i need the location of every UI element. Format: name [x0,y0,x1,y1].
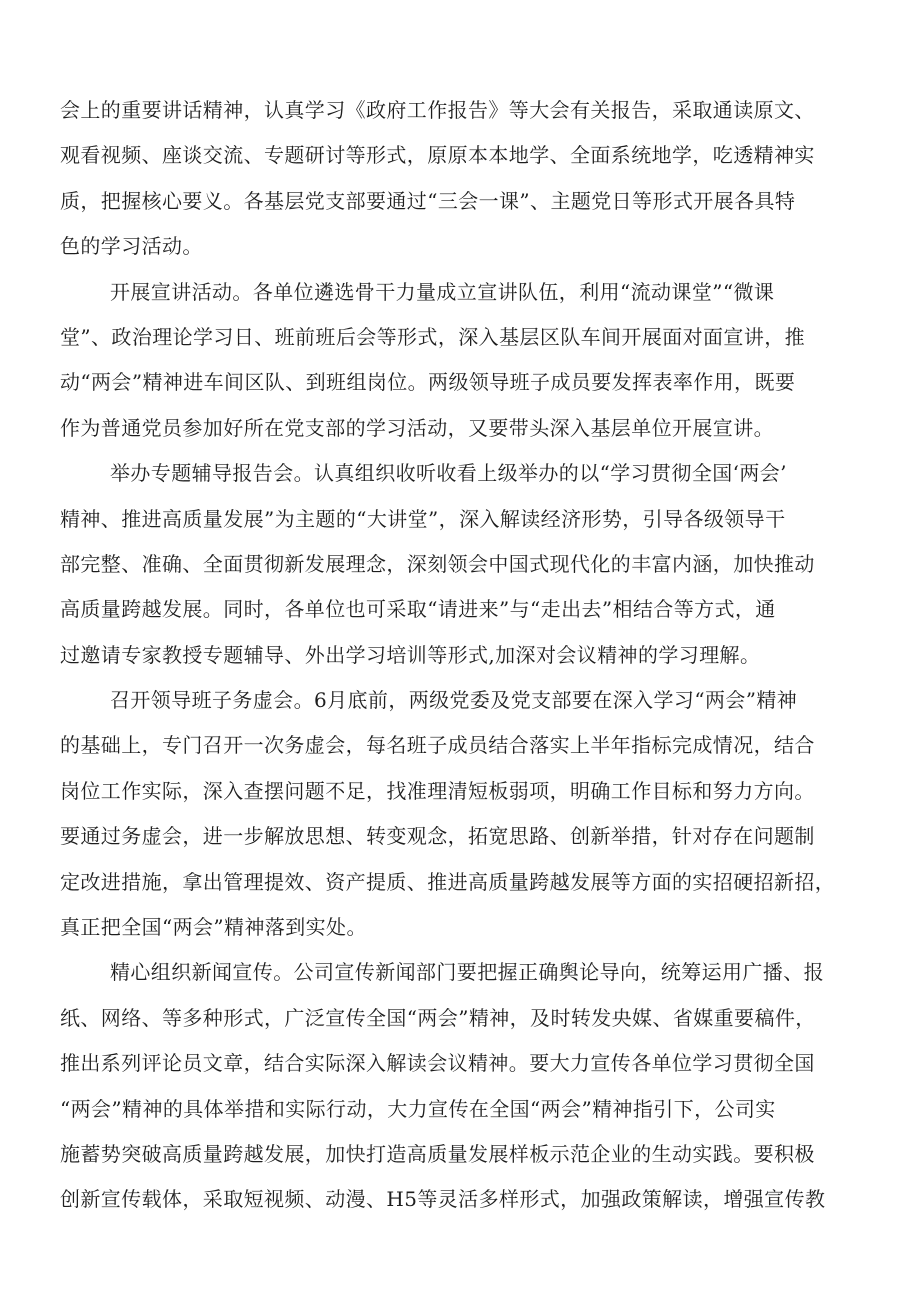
text-line: 举办专题辅导报告会。认真组织收听收看上级举办的以“学习贯彻全国‘两会’ [110,461,787,486]
text-line: 要通过务虚会，进一步解放思想、转变观念，拓宽思路、创新举措，针对存在问题制 [60,824,815,849]
text-line: 的基础上，专门召开一次务虚会，每名班子成员结合落实上半年指标完成情况，结合 [60,733,815,758]
text-line: 质，把握核心要义。各基层党支部要通过“三会一课”、主题党日等形式开展各具特 [60,188,796,213]
text-line: 动“两会”精神进车间区队、到班组岗位。两级领导班子成员要发挥表率作用，既要 [60,370,796,395]
paragraph-news-publicity [60,950,870,1222]
text-line: 过邀请专家教授专题辅导、外出学习培训等形式,加深对会议精神的学习理解。 [60,642,761,667]
paragraph-study-reports [60,88,870,270]
paragraph-lecture-activities [60,270,870,452]
text-line: 作为普通党员参加好所在党支部的学习活动，又要带头深入基层单位开展宣讲。 [60,415,774,440]
text-line: 纸、网络、等多种形式，广泛宣传全国“两会”精神，及时转发央媒、省媒重要稿件， [60,1005,816,1030]
text-line: 真正把全国“两会”精神落到实处。 [60,915,367,940]
text-line: 召开领导班子务虚会。6月底前，两级党委及党支部要在深入学习“两会”精神 [110,688,798,713]
text-line: “两会”精神的具体举措和实际行动，大力宣传在全国“两会”精神指引下，公司实 [60,1096,776,1121]
paragraph-special-reports [60,451,870,678]
document-body [60,88,870,1223]
text-line: 观看视频、座谈交流、专题研讨等形式，原原本本地学、全面系统地学，吃透精神实 [60,143,815,168]
text-line: 高质量跨越发展。同时，各单位也可采取“请进来”与“走出去”相结合等方式，通 [60,597,776,622]
paragraph-leadership-meeting [60,678,870,950]
text-line: 精神、推进高质量发展”为主题的“大讲堂”，深入解读经济形势，引导各级领导干 [60,506,786,531]
text-line: 开展宣讲活动。各单位遴选骨干力量成立宣讲队伍，利用“流动课堂”“微课 [110,279,775,304]
text-line: 色的学习活动。 [60,234,203,259]
text-line: 定改进措施，拿出管理提效、资产提质、推进高质量跨越发展等方面的实招硬招新招， [60,869,836,894]
text-line: 施蓄势突破高质量跨越发展，加快打造高质量发展样板示范企业的生动实践。要积极 [60,1141,815,1166]
text-line: 岗位工作实际，深入查摆问题不足，找准理清短板弱项，明确工作目标和努力方向。 [60,778,815,803]
text-line: 精心组织新闻宣传。公司宣传新闻部门要把握正确舆论导向，统筹运用广播、报 [110,960,824,985]
text-line: 部完整、准确、全面贯彻新发展理念，深刻领会中国式现代化的丰富内涵，加快推动 [60,551,815,576]
text-line: 堂”、政治理论学习日、班前班后会等形式，深入基层区队车间开展面对面宣讲，推 [60,324,806,349]
text-line: 会上的重要讲话精神，认真学习《政府工作报告》等大会有关报告，采取通读原文、 [60,98,815,122]
text-line: 推出系列评论员文章，结合实际深入解读会议精神。要大力宣传各单位学习贯彻全国 [60,1051,815,1076]
text-line: 创新宣传载体，采取短视频、动漫、H5等灵活多样形式，加强政策解读，增强宣传教 [60,1187,826,1212]
